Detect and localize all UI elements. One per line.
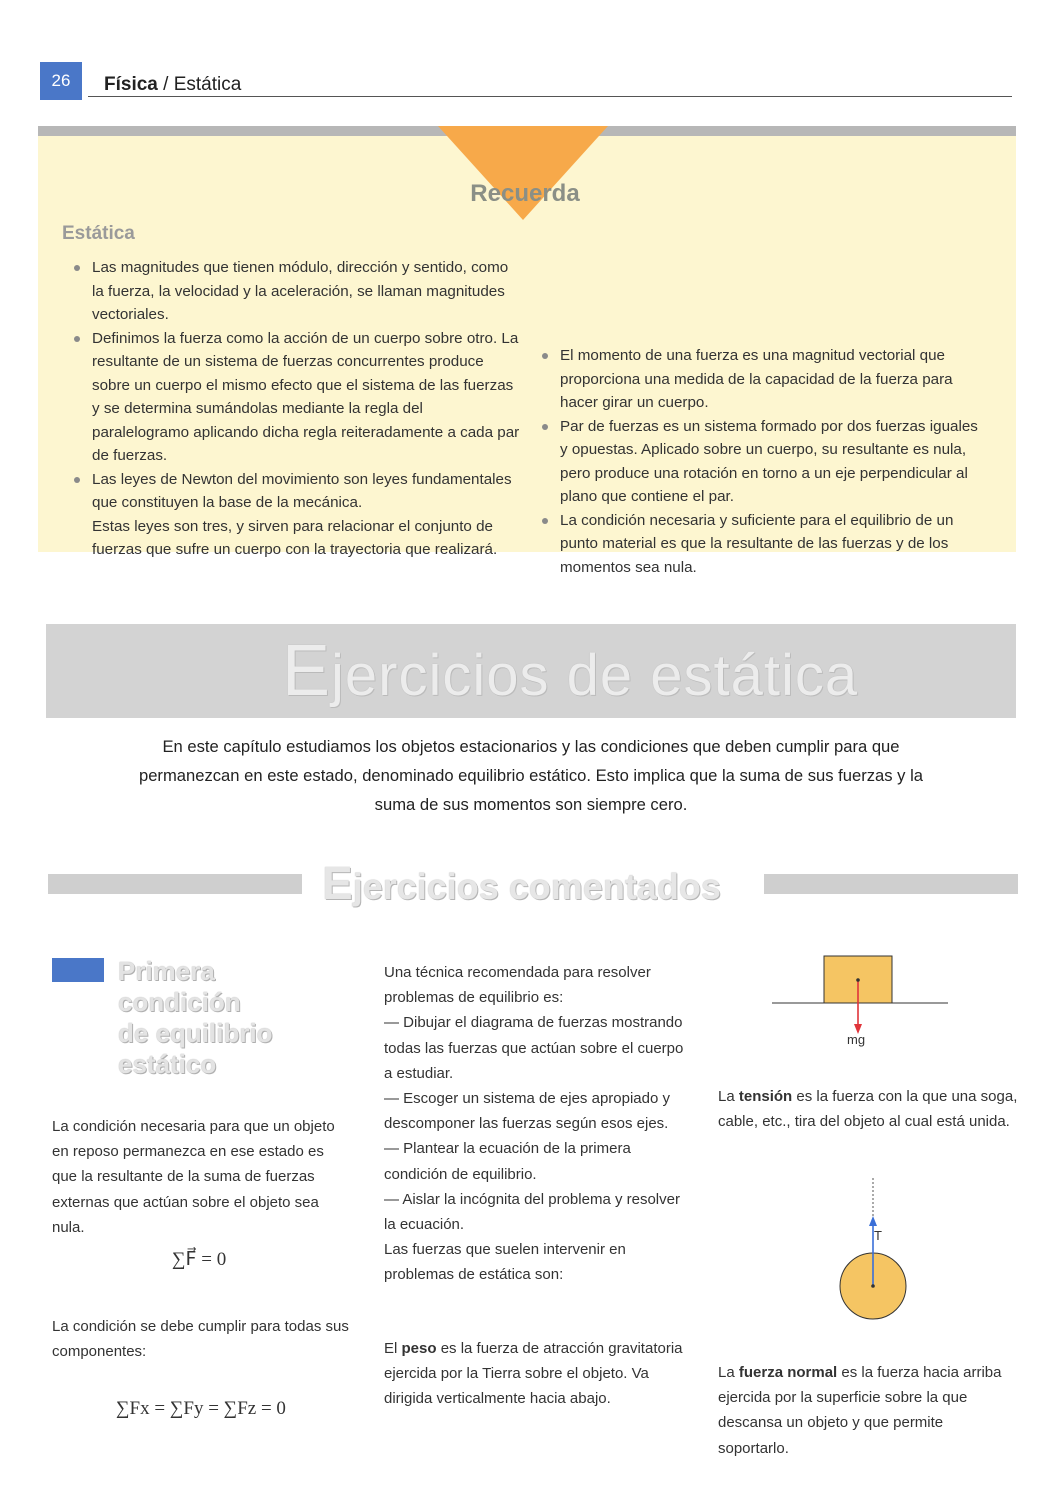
col2-line: — Escoger un sistema de ejes apropiado y descomponer las fuerzas según esos ejes. xyxy=(384,1090,670,1133)
col2-line: — Dibujar el diagrama de fuerzas mostrando todas las fuerzas que actúan sobre el cuerpo a estudiar. xyxy=(384,1014,684,1082)
list-item-text: El momento de una fuerza es una magnitud vectorial que proporciona una medida de la capacidad de la fuerza para hacer girar un cuerpo. xyxy=(560,347,953,411)
list-item xyxy=(68,327,520,468)
col2-text xyxy=(384,960,684,1288)
recuerda-title: Recuerda xyxy=(470,180,580,207)
tension-paragraph xyxy=(718,1084,1018,1134)
recuerda-right-column xyxy=(536,344,988,579)
subsection-title-line: de equilibrio xyxy=(118,1018,273,1048)
peso-term: peso xyxy=(401,1340,437,1357)
running-head xyxy=(104,74,241,96)
normal-term: fuerza normal xyxy=(738,1364,838,1381)
running-head-separator: / xyxy=(157,74,174,95)
list-item-continuation: Estas leyes son tres, y sirven para relacionar el conjunto de fuerzas que sufre un cuerpo con la trayectoria que realizará. xyxy=(92,517,498,558)
tension-post: es la fuerza con la que una soga, cable, etc., tira del objeto al cual está unida. xyxy=(718,1088,1018,1131)
col1-paragraph-2: La condición se debe cumplir para todas sus componentes: xyxy=(52,1318,349,1361)
subsection-marker xyxy=(52,958,104,982)
list-item xyxy=(536,344,988,415)
normal-paragraph xyxy=(718,1360,1018,1461)
chapter-title-initial: E xyxy=(282,631,332,711)
section-bar-right xyxy=(764,874,1018,894)
running-head-topic: Estática xyxy=(173,74,242,95)
running-head-section: Física xyxy=(104,74,158,95)
list-item-text: Definimos la fuerza como la acción de un cuerpo sobre otro. La resultante de un sistema de fuerzas concurrentes produce sobre un cuerpo el mismo efecto que el sistema de las fuerzas y se determina sumándolas mediante la regla del paralelogramo aplicando dicha regla reiteradamente a cada par de fuerzas. xyxy=(92,329,520,464)
col2-line: Una técnica recomendada para resolver problemas de equilibrio es: xyxy=(384,964,651,1007)
col2-line: — Aislar la incógnita del problema y resolver la ecuación. xyxy=(384,1190,680,1234)
chapter-title xyxy=(282,630,858,712)
peso-pre: El xyxy=(384,1340,402,1357)
tension-pre: La xyxy=(718,1088,739,1105)
peso-post: es la fuerza de atracción gravitatoria ejercida por la Tierra sobre el objeto. Va dirigida verticalmente hacia abajo. xyxy=(384,1340,683,1408)
tension-diagram xyxy=(830,1178,920,1328)
subsection-title-line: estático xyxy=(118,1049,217,1079)
col2-line: Las fuerzas que suelen intervenir en problemas de estática son: xyxy=(384,1241,626,1284)
normal-post: es la fuerza hacia arriba ejercida por la superficie sobre la que descansa un objeto y que permite soportarlo. xyxy=(718,1364,1002,1457)
section-title-initial: E xyxy=(322,857,353,909)
list-item-text: La condición necesaria y suficiente para el equilibrio de un punto material es que la resultante de las fuerzas y de los momentos sea nula. xyxy=(560,511,954,576)
normal-pre: La xyxy=(718,1364,739,1381)
list-item-text: Las leyes de Newton del movimiento son leyes fundamentales que constituyen la base de la mecánica. xyxy=(92,470,512,511)
chapter-title-rest: jercicios de estática xyxy=(331,643,859,708)
mg-label: mg xyxy=(847,1032,866,1047)
header-rule xyxy=(88,96,1012,97)
subsection-title xyxy=(118,956,338,1080)
subsection-title-line: condición xyxy=(118,987,241,1017)
section-bar-left xyxy=(48,874,302,894)
weight-diagram xyxy=(770,954,950,1034)
chapter-intro: En este capítulo estudiamos los objetos estacionarios y las condiciones que deben cumplir para que permanezcan en este estado, denominado equilibrio estático. Esto implica que la suma de sus fuerzas y la suma de sus momentos son siempre cero. xyxy=(138,737,924,814)
page-number: 26 xyxy=(40,62,82,100)
tension-term: tensión xyxy=(738,1088,793,1105)
section-title xyxy=(322,856,721,910)
bullet-icon xyxy=(74,336,80,342)
peso-paragraph xyxy=(384,1336,684,1412)
bullet-icon xyxy=(542,424,548,430)
formula-components: ∑Fx = ∑Fy = ∑Fz = 0 xyxy=(116,1398,286,1419)
col1-paragraph-1: La condición necesaria para que un objeto en reposo permanezca en ese estado es que la resultante de la suma de fuerzas externas que actúan sobre el objeto sea nula. xyxy=(52,1118,335,1236)
list-item xyxy=(68,468,520,515)
bullet-icon xyxy=(74,477,80,483)
list-item-text: Par de fuerzas es un sistema formado por dos fuerzas iguales y opuestas. Aplicado sobre un cuerpo, su resultante es nula, pero produce una rotación en torno a un eje perpendicular al plano que contiene el par. xyxy=(560,417,978,505)
list-item-text: Las magnitudes que tienen módulo, dirección y sentido, como la fuerza, la velocidad y la aceleración, se llaman magnitudes vectoriales. xyxy=(92,259,509,323)
section-title-rest: jercicios comentados xyxy=(352,866,721,907)
t-label: T xyxy=(874,1228,882,1243)
bullet-icon xyxy=(542,518,548,524)
recuerda-left-column xyxy=(68,256,520,562)
list-item xyxy=(536,415,988,509)
subsection-title-line: Primera xyxy=(118,956,215,986)
list-item xyxy=(68,256,520,327)
list-item xyxy=(536,509,988,580)
formula-sum-forces: ∑F⃗ = 0 xyxy=(172,1249,227,1270)
col2-line: — Plantear la ecuación de la primera condición de equilibrio. xyxy=(384,1140,631,1183)
recuerda-subtitle: Estática xyxy=(62,223,135,244)
bullet-icon xyxy=(74,265,80,271)
bullet-icon xyxy=(542,353,548,359)
